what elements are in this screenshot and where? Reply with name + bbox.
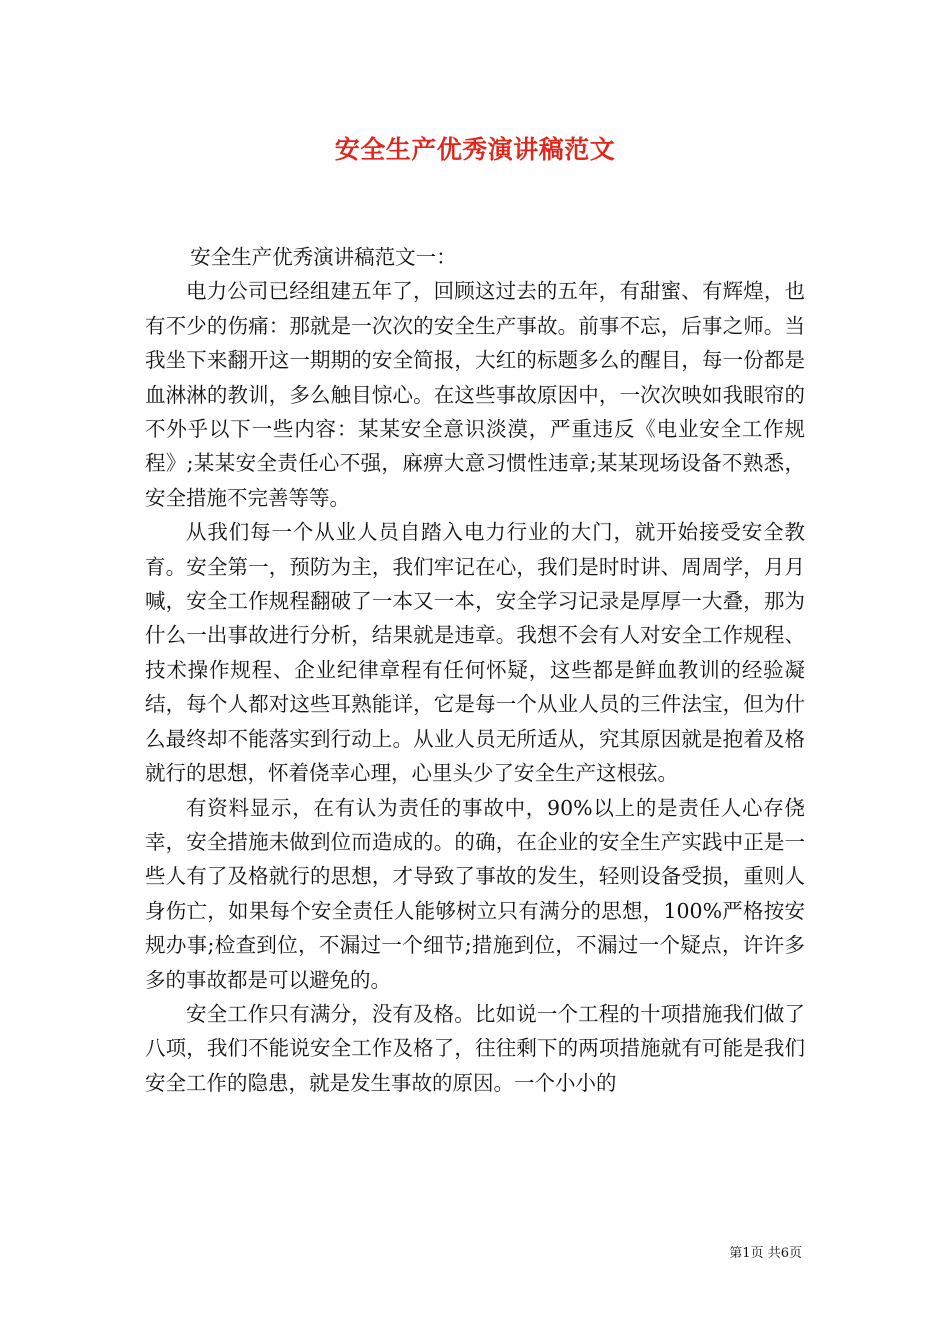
document-title: 安全生产优秀演讲稿范文 [334, 135, 616, 164]
document-body [145, 240, 805, 1100]
paragraph-intro: 安全生产优秀演讲稿范文一： [190, 245, 457, 269]
page-total: 6 [780, 1246, 789, 1261]
page-footer [729, 1245, 802, 1263]
paragraph-1: 电力公司已经组建五年了，回顾这过去的五年，有甜蜜、有辉煌，也有不少的伤痛：那就是一次次的安全生产事故。前事不忘，后事之师。当我坐下来翻开这一期期的安全简报，大红的标题多么的醒目，每一份都是血淋淋的教训，多么触目惊心。在这些事故原因中，一次次映如我眼帘的不外乎以下一些内容：某某安全意识淡漠，严重违反《电业安全工作规程》;某某安全责任心不强，麻痹大意习惯性违章;某某现场设备不熟悉，安全措施不完善等等。 [145, 279, 805, 510]
page-label-prefix: 第 [729, 1246, 743, 1261]
paragraph-3: 有资料显示，在有认为责任的事故中，90%以上的是责任人心存侥幸，安全措施未做到位而造成的。的确，在企业的安全生产实践中正是一些人有了及格就行的思想，才导致了事故的发生，轻则设备受损，重则人身伤亡，如果每个安全责任人能够树立只有满分的思想，100%严格按安规办事;检查到位，不漏过一个细节;措施到位，不漏过一个疑点，许许多多的事故都是可以避免的。 [145, 795, 805, 992]
page-label-mid: 页 共 [750, 1246, 781, 1261]
paragraph-4: 安全工作只有满分，没有及格。比如说一个工程的十项措施我们做了八项，我们不能说安全工作及格了，往往剩下的两项措施就有可能是我们安全工作的隐患，就是发生事故的原因。一个小小的 [145, 1001, 805, 1095]
page-label-suffix: 页 [788, 1246, 802, 1261]
paragraph-2: 从我们每一个从业人员自踏入电力行业的大门，就开始接受安全教育。安全第一，预防为主，我们牢记在心，我们是时时讲、周周学，月月喊，安全工作规程翻破了一本又一本，安全学习记录是厚厚一大叠，那为什么一出事故进行分析，结果就是违章。我想不会有人对安全工作规程、技术操作规程、企业纪律章程有任何怀疑，这些都是鲜血教训的经验凝结，每个人都对这些耳熟能详，它是每一个从业人员的三件法宝，但为什么最终却不能落实到行动上。从业人员无所适从，究其原因就是抱着及格就行的思想，怀着侥幸心理，心里头少了安全生产这根弦。 [145, 520, 805, 786]
page-current: 1 [742, 1246, 751, 1261]
